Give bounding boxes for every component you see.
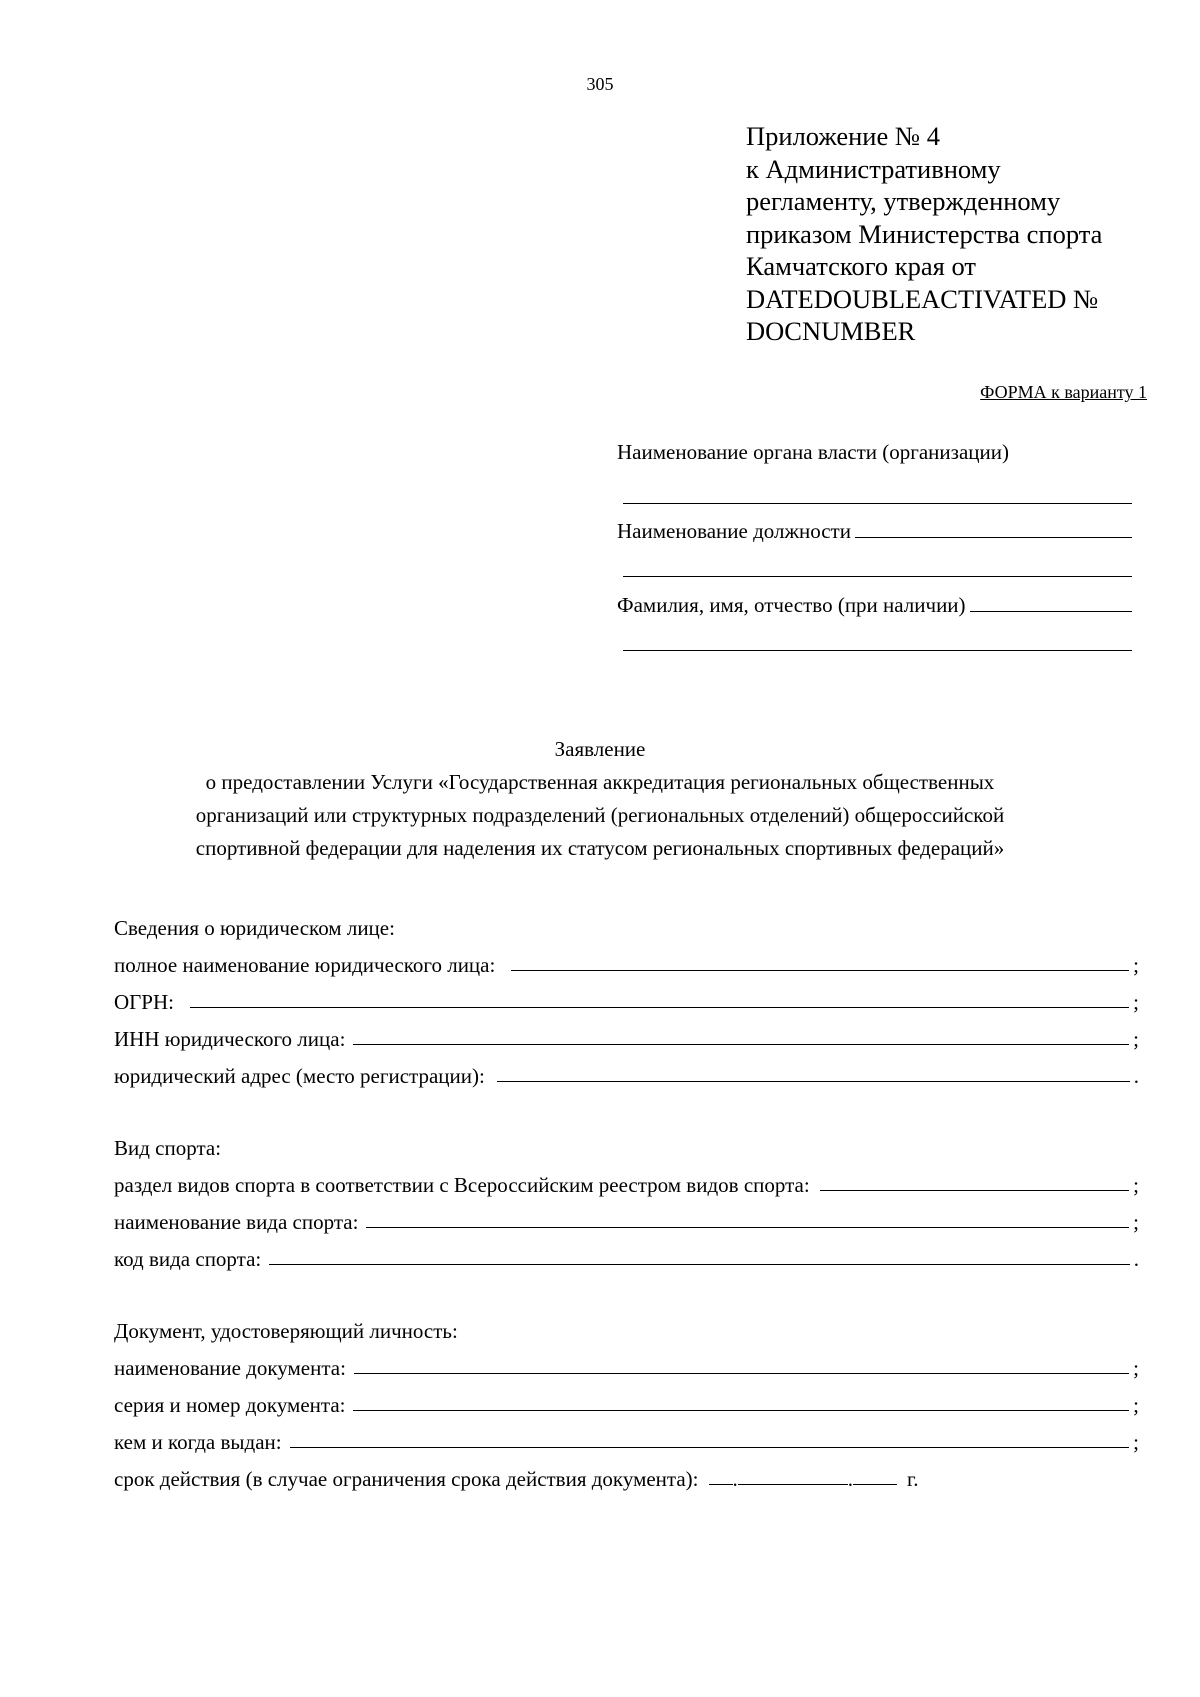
appendix-line: Камчатского края от (746, 251, 976, 281)
year-suffix: г. (907, 1467, 919, 1491)
legal-name-row (114, 941, 1139, 978)
row-end-mark: ; (1133, 990, 1139, 1014)
position-label: Наименование должности (617, 519, 851, 543)
appendix-line: регламенту, утвержденному (746, 186, 1061, 216)
sport-name-label: наименование вида спорта: (114, 1210, 359, 1234)
row-end-mark: ; (1133, 1173, 1139, 1197)
appendix-line: DOCNUMBER (746, 316, 916, 346)
sport-code-row (114, 1235, 1139, 1272)
validity-year-input[interactable] (853, 1484, 897, 1485)
date-separator: . (847, 1467, 853, 1491)
appendix-line: к Административному (746, 153, 1001, 184)
doc-name-input-line[interactable] (354, 1373, 1129, 1374)
appendix-line: DATEDOUBLEACTIVATED № (746, 283, 1099, 314)
sport-name-input-line[interactable] (366, 1227, 1129, 1228)
sport-heading: Вид спорта: (114, 1136, 222, 1160)
position-input-line-2[interactable] (623, 576, 1132, 577)
fio-input-line-2[interactable] (623, 650, 1132, 651)
inn-label: ИНН юридического лица: (114, 1027, 346, 1051)
inn-row (114, 1015, 1139, 1052)
identity-document-section (114, 1307, 1139, 1492)
validity-label: срок действия (в случае ограничения срока действия документа): (114, 1467, 699, 1491)
validity-day-input[interactable] (709, 1484, 733, 1485)
validity-month-input[interactable] (738, 1484, 848, 1485)
title-line: о предоставлении Услуги «Государственная аккредитация региональных общественных (205, 770, 995, 794)
sport-section (114, 1124, 1139, 1272)
sport-code-label: код вида спорта: (114, 1247, 262, 1271)
row-end-mark: ; (1133, 1430, 1139, 1454)
row-end-mark: ; (1133, 1393, 1139, 1417)
legal-address-row (114, 1052, 1139, 1089)
doc-number-input-line[interactable] (353, 1410, 1129, 1411)
legal-name-label: полное наименование юридического лица: (114, 953, 496, 977)
sport-code-input-line[interactable] (269, 1264, 1130, 1265)
issued-by-label: кем и когда выдан: (114, 1430, 282, 1454)
authority-input-line[interactable] (623, 503, 1132, 504)
sport-register-label: раздел видов спорта в соответствии с Всероссийским реестром видов спорта: (114, 1173, 810, 1197)
appendix-line: Приложение № 4 (746, 121, 941, 151)
issued-by-input-line[interactable] (290, 1447, 1130, 1448)
fio-row (617, 588, 1132, 618)
sport-register-input-line[interactable] (820, 1190, 1129, 1191)
validity-row (114, 1455, 1139, 1492)
fio-input-line[interactable] (970, 611, 1132, 612)
legal-address-input-line[interactable] (497, 1081, 1130, 1082)
appendix-line: приказом Министерства спорта (746, 218, 1103, 249)
title-heading: Заявление (554, 737, 646, 761)
row-end-mark: ; (1133, 953, 1139, 977)
doc-number-label: серия и номер документа: (114, 1393, 346, 1417)
identity-heading: Документ, удостоверяющий личность: (114, 1319, 458, 1343)
position-row (617, 514, 1132, 544)
title-line: спортивной федерации для наделения их статусом региональных спортивных федераций» (195, 836, 1005, 860)
appendix-header (746, 120, 1102, 348)
ogrn-row (114, 978, 1139, 1015)
ogrn-label: ОГРН: (114, 990, 174, 1014)
sport-name-row (114, 1198, 1139, 1235)
authority-label: Наименование органа власти (организации) (617, 440, 1009, 464)
fio-label: Фамилия, имя, отчество (при наличии) (617, 593, 966, 617)
page-number: 305 (586, 74, 614, 94)
inn-input-line[interactable] (353, 1044, 1129, 1045)
date-separator: . (732, 1467, 738, 1491)
legal-entity-section (114, 904, 1139, 1089)
legal-entity-heading: Сведения о юридическом лице: (114, 916, 395, 940)
application-title (0, 733, 1200, 865)
form-variant-label: ФОРМА к варианту 1 (980, 382, 1147, 402)
legal-address-label: юридический адрес (место регистрации): (114, 1064, 485, 1088)
row-end-mark: . (1133, 1064, 1139, 1088)
row-end-mark: ; (1133, 1210, 1139, 1234)
issued-by-row (114, 1418, 1139, 1455)
doc-number-row (114, 1381, 1139, 1418)
sport-register-row (114, 1161, 1139, 1198)
row-end-mark: ; (1133, 1027, 1139, 1051)
title-line: организаций или структурных подразделений (региональных отделений) общероссийской (195, 803, 1005, 827)
row-end-mark: ; (1133, 1356, 1139, 1380)
row-end-mark: . (1133, 1247, 1139, 1271)
position-input-line[interactable] (855, 537, 1132, 538)
ogrn-input-line[interactable] (190, 1007, 1129, 1008)
legal-name-input-line[interactable] (511, 970, 1129, 971)
doc-name-row (114, 1344, 1139, 1381)
doc-name-label: наименование документа: (114, 1356, 346, 1380)
